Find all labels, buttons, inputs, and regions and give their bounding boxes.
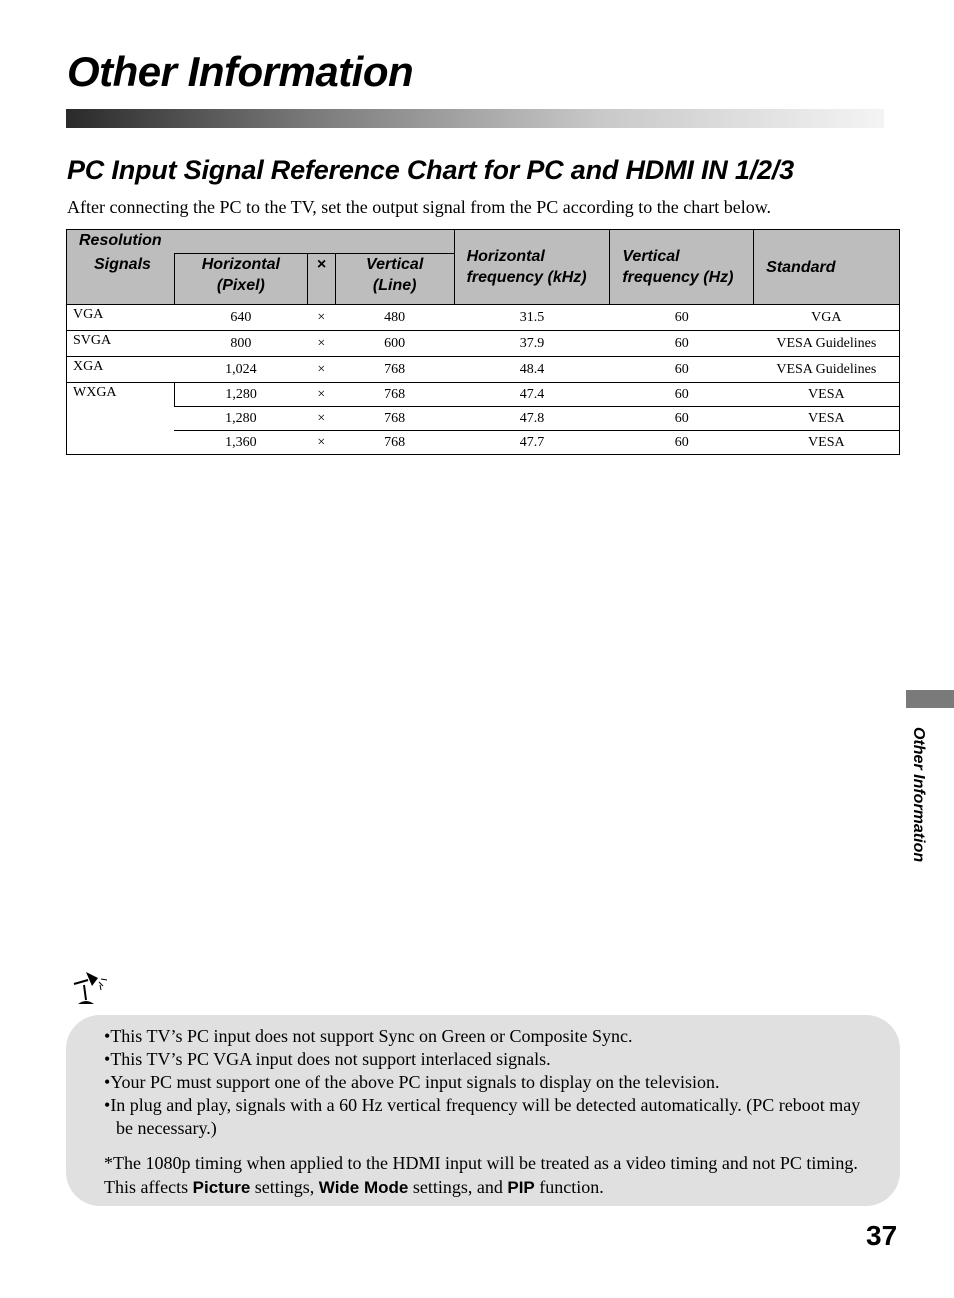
table-row: [67, 331, 900, 357]
cell-signal: XGA: [67, 357, 175, 383]
cell-signal: SVGA: [67, 331, 175, 357]
list-item: • In plug and play, signals with a 60 Hz vertical frequency will be detected automatically. (PC reboot may be necessary.): [104, 1094, 864, 1140]
side-section-label: Other Information: [910, 727, 927, 863]
side-tab-marker: [906, 690, 954, 708]
cell-v-freq: 60: [610, 357, 754, 383]
list-item: • Your PC must support one of the above PC input signals to display on the television.: [104, 1071, 864, 1094]
list-item: • This TV’s PC input does not support Sync on Green or Composite Sync.: [104, 1025, 864, 1048]
intro-text: After connecting the PC to the TV, set the output signal from the PC according to the chart below.: [67, 197, 772, 217]
cell-vertical: 768: [335, 431, 454, 455]
header-standard: Standard: [754, 230, 900, 305]
cell-signal: WXGA: [67, 383, 175, 455]
footnote-text: settings,: [250, 1177, 319, 1197]
header-vertical-line: Vertical (Line): [335, 254, 454, 305]
page-number: 37: [866, 1220, 898, 1251]
cell-horizontal: 1,024: [174, 357, 307, 383]
cell-horizontal: 1,360: [174, 431, 307, 455]
header-horizontal-pixel: Horizontal (Pixel): [174, 254, 307, 305]
cell-h-freq: 47.7: [454, 431, 610, 455]
lamp-tip-icon: [72, 970, 110, 1006]
cell-horizontal: 1,280: [174, 407, 307, 431]
cell-h-freq: 48.4: [454, 357, 610, 383]
keyword-picture: Picture: [192, 1178, 251, 1197]
cell-times: ×: [307, 331, 335, 357]
list-item: • This TV’s PC VGA input does not support interlaced signals.: [104, 1048, 864, 1071]
cell-standard: VESA: [754, 383, 900, 407]
pc-signal-table: [66, 229, 900, 455]
cell-vertical: 768: [335, 357, 454, 383]
cell-standard: VESA: [754, 407, 900, 431]
cell-times: ×: [307, 383, 335, 407]
cell-h-freq: 47.8: [454, 407, 610, 431]
table-row: [67, 383, 900, 407]
section-title: PC Input Signal Reference Chart for PC and HDMI IN 1/2/3: [67, 155, 794, 185]
cell-times: ×: [307, 305, 335, 331]
notes-list: [104, 1025, 864, 1140]
header-vertical-frequency: Vertical frequency (Hz): [610, 230, 754, 305]
cell-times: ×: [307, 357, 335, 383]
header-resolution: Resolution: [67, 230, 455, 254]
cell-v-freq: 60: [610, 383, 754, 407]
cell-standard: VESA: [754, 431, 900, 455]
page-title: Other Information: [67, 48, 414, 95]
header-signals: Signals: [67, 254, 175, 305]
cell-h-freq: 31.5: [454, 305, 610, 331]
cell-times: ×: [307, 407, 335, 431]
cell-signal: VGA: [67, 305, 175, 331]
cell-v-freq: 60: [610, 407, 754, 431]
cell-v-freq: 60: [610, 431, 754, 455]
cell-standard: VESA Guidelines: [754, 357, 900, 383]
footnote-text: *The 1080p timing when applied to the HDMI input will be treated as a video timing and not PC timing. This affects: [104, 1153, 858, 1197]
cell-times: ×: [307, 431, 335, 455]
keyword-pip: PIP: [507, 1178, 535, 1197]
footnote-text: function.: [534, 1177, 604, 1197]
cell-h-freq: 37.9: [454, 331, 610, 357]
cell-horizontal: 1,280: [174, 383, 307, 407]
table-row: [67, 431, 900, 455]
keyword-wide-mode: Wide Mode: [318, 1178, 409, 1197]
cell-h-freq: 47.4: [454, 383, 610, 407]
table-row: [67, 305, 900, 331]
footnote: [104, 1151, 864, 1200]
table-row: [67, 407, 900, 431]
table-row: [67, 357, 900, 383]
cell-v-freq: 60: [610, 331, 754, 357]
cell-v-freq: 60: [610, 305, 754, 331]
header-horizontal-frequency: Horizontal frequency (kHz): [454, 230, 610, 305]
cell-vertical: 480: [335, 305, 454, 331]
cell-horizontal: 800: [174, 331, 307, 357]
title-gradient-bar: [66, 109, 884, 128]
header-times: ×: [307, 254, 335, 305]
cell-standard: VGA: [754, 305, 900, 331]
cell-vertical: 768: [335, 407, 454, 431]
footnote-text: settings, and: [408, 1177, 508, 1197]
cell-horizontal: 640: [174, 305, 307, 331]
cell-standard: VESA Guidelines: [754, 331, 900, 357]
cell-vertical: 600: [335, 331, 454, 357]
cell-vertical: 768: [335, 383, 454, 407]
